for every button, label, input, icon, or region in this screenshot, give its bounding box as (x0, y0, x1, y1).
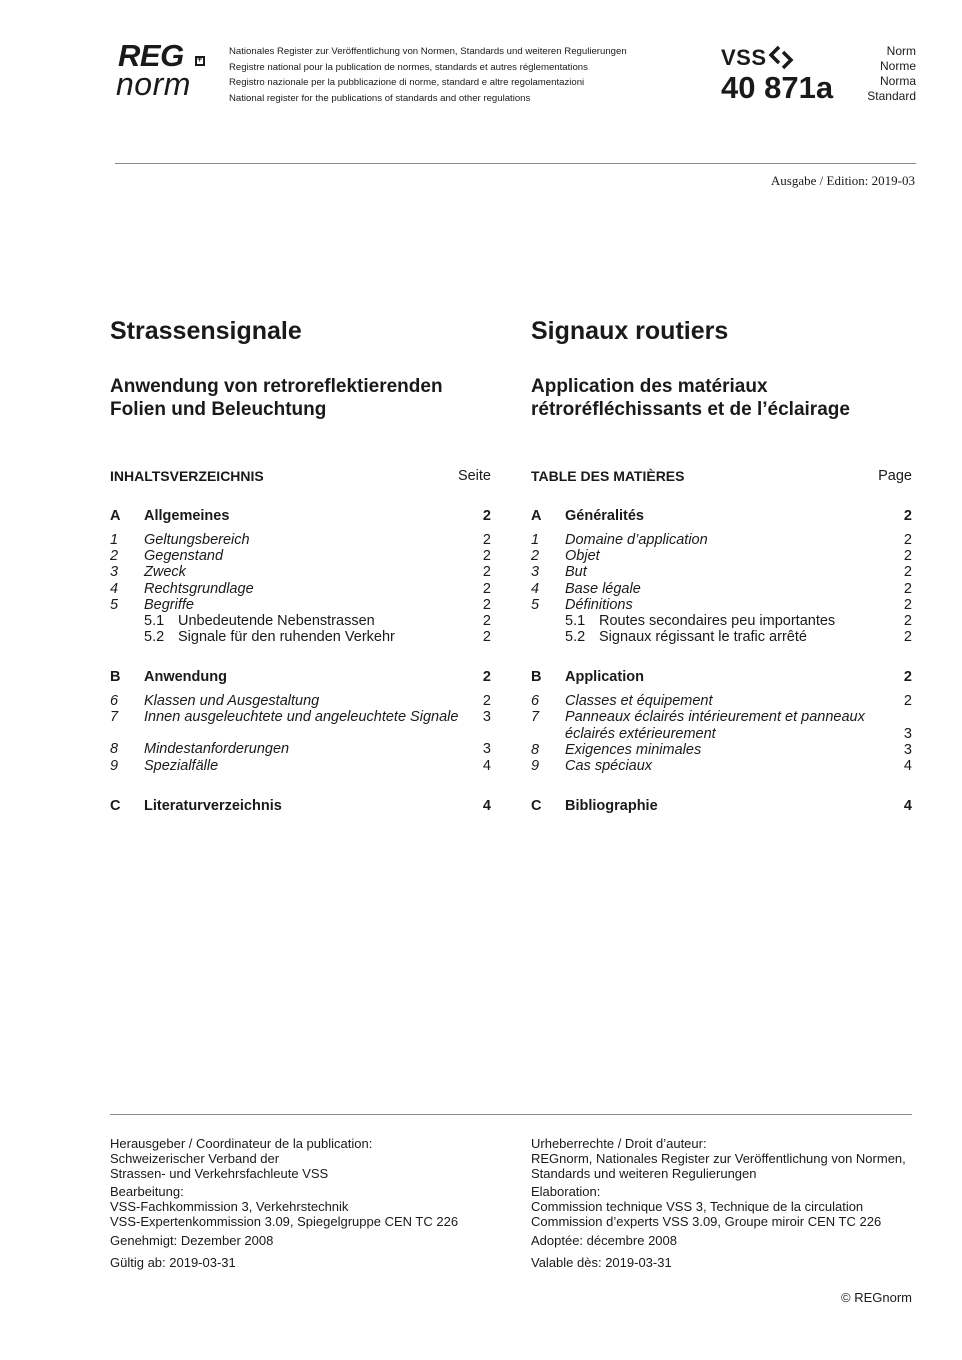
toc-entry-number: 2 (110, 548, 119, 565)
toc-entry-title: Geltungsbereich (144, 532, 250, 548)
toc-entry-number: 5.2 (565, 629, 586, 646)
toc-entry-number: 3 (110, 564, 119, 581)
toc-entry-page: 2 (482, 564, 491, 581)
toc-entry-page: 2 (903, 629, 912, 646)
toc-entry-number: 1 (110, 532, 119, 548)
norm-label-en: Standard (867, 89, 916, 103)
toc-entry-row[interactable] (110, 581, 491, 598)
footer-line: Schweizerischer Verband der (110, 1150, 280, 1166)
toc-entry-page: 2 (903, 548, 912, 565)
footer-block (110, 1256, 236, 1271)
footer-line: Standards und weiteren Regulierungen (531, 1165, 757, 1181)
toc-entry-title: Begriffe (144, 596, 194, 613)
toc-entry-page: 4 (903, 798, 912, 814)
register-line-fr: Registre national pour la publication de normes, standards et autres réglementations (229, 61, 588, 73)
toc-heading-fr (531, 468, 912, 486)
footer-line: Commission technique VSS 3, Technique de la circulation (531, 1198, 864, 1214)
norm-type-labels (867, 44, 916, 104)
toc-entry-number: 5.1 (565, 613, 586, 629)
toc-entry-page: 2 (482, 508, 491, 524)
norm-label-it: Norma (879, 74, 916, 88)
toc-entry-page: 2 (482, 629, 491, 646)
footer-block (531, 1185, 881, 1229)
toc-entry-page: 2 (903, 564, 912, 581)
toc-entry-title: Literaturverzeichnis (144, 797, 282, 814)
toc-page-label: Page (878, 468, 912, 484)
copyright-notice: © REGnorm (841, 1290, 912, 1305)
toc-entry-page: 2 (482, 693, 491, 710)
subtitle-fr (531, 375, 850, 421)
toc-entry-page: 2 (903, 596, 912, 613)
toc-heading-label: TABLE DES MATIÈRES (531, 468, 685, 484)
toc-entry-number: 5.2 (144, 629, 165, 646)
footer-block (110, 1137, 372, 1181)
toc-entry-page: 2 (903, 693, 912, 710)
toc-entry-number: 8 (531, 741, 540, 758)
toc-entry-number: 9 (110, 757, 119, 774)
toc-page-label: Seite (457, 468, 491, 484)
toc-entry-page: 4 (482, 797, 491, 814)
toc-entry-title: éclairés extérieurement (565, 725, 716, 742)
footer-line: Valable dès: 2019-03-31 (531, 1255, 672, 1270)
toc-entry-page: 3 (482, 709, 491, 726)
footer-line: Genehmigt: Dezember 2008 (110, 1233, 274, 1248)
toc-entry-title: Allgemeines (144, 508, 230, 524)
footer-line: Herausgeber / Coordinateur de la publication: (110, 1136, 373, 1151)
header-divider (115, 163, 916, 164)
footer-divider (110, 1114, 912, 1115)
toc-entry-row[interactable] (531, 581, 912, 598)
toc-entry-number: 8 (110, 741, 119, 758)
toc-entry-number: A (110, 508, 121, 524)
vss-chevron-logo-icon (767, 44, 797, 70)
subtitle-de-line: Anwendung von retroreflektierenden (110, 376, 443, 397)
toc-entry-row[interactable] (110, 629, 491, 646)
toc-entry-number: B (531, 669, 542, 686)
toc-entry-title: Spezialfälle (144, 757, 219, 774)
toc-entry-row[interactable] (531, 548, 912, 565)
toc-entry-row[interactable] (110, 741, 491, 758)
toc-entry-title: Innen ausgeleuchtete und angeleuchtete Signale (144, 709, 459, 726)
toc-entry-page: 2 (903, 508, 912, 524)
toc-heading-label: INHALTSVERZEICHNIS (110, 468, 264, 484)
toc-entry-title: Classes et équipement (565, 693, 713, 710)
standard-number: 40 871a (721, 70, 834, 105)
footer-line: Gültig ab: 2019-03-31 (110, 1255, 236, 1270)
toc-entry-title: Généralités (565, 508, 644, 524)
toc-entry-title: Panneaux éclairés intérieurement et panneaux (565, 709, 865, 726)
toc-entry-row[interactable] (110, 758, 491, 775)
title-fr: Signaux routiers (531, 317, 729, 345)
toc-entry-title: Bibliographie (565, 798, 658, 814)
toc-entry-page: 2 (482, 532, 491, 548)
toc-entry-row[interactable] (531, 532, 912, 549)
toc-section-row[interactable] (110, 669, 491, 686)
footer-line: VSS-Fachkommission 3, Verkehrstechnik (110, 1198, 349, 1214)
toc-entry-page: 3 (903, 741, 912, 758)
toc-entry-number: 5 (110, 596, 119, 613)
footer-line: Bearbeitung: (110, 1184, 184, 1199)
toc-entry-number: C (110, 797, 121, 814)
toc-entry-page: 2 (903, 580, 912, 597)
toc-entry-number: 3 (531, 564, 540, 581)
toc-entry-title: Exigences minimales (565, 741, 702, 758)
footer-line: REGnorm, Nationales Register zur Veröffentlichung von Normen, (531, 1150, 906, 1166)
toc-entry-row[interactable] (531, 693, 912, 710)
toc-entry-title: Signale für den ruhenden Verkehr (178, 629, 395, 646)
toc-entry-row[interactable] (531, 597, 912, 614)
toc-entry-row[interactable] (531, 742, 912, 759)
regnorm-logo-norm: norm (116, 66, 191, 102)
toc-entry-page: 2 (482, 580, 491, 597)
toc-entry-number: A (531, 508, 542, 524)
edition-date: Ausgabe / Edition: 2019-03 (770, 173, 915, 188)
toc-section-row[interactable] (110, 798, 491, 815)
register-description (229, 44, 627, 106)
toc-entry-title: Base légale (565, 580, 641, 597)
title-de: Strassensignale (110, 317, 302, 345)
register-line-de: Nationales Register zur Veröffentlichung von Normen, Standards und weiteren Regulierungen (229, 46, 627, 57)
toc-entry-number: 2 (531, 548, 540, 565)
toc-entry-page: 2 (482, 596, 491, 613)
toc-entry-title: But (565, 564, 587, 581)
vss-logo-text: VSS (721, 45, 767, 70)
toc-entry-row[interactable] (531, 564, 912, 581)
toc-entry-number: 7 (110, 709, 119, 726)
toc-entry-page: 2 (482, 548, 491, 565)
toc-section-row[interactable] (531, 508, 912, 525)
footer-block (531, 1137, 906, 1181)
toc-entry-title: Objet (565, 548, 600, 565)
toc-entry-number: 7 (531, 709, 540, 726)
toc-heading-de (110, 468, 491, 486)
footer-block (531, 1234, 677, 1249)
toc-entry-number: 4 (531, 580, 540, 597)
subtitle-fr-line: Application des matériaux (531, 376, 768, 397)
footer-block (110, 1185, 458, 1229)
toc-entry-number: 6 (110, 693, 119, 710)
toc-entry-page: 2 (903, 669, 912, 686)
toc-entry-row[interactable] (110, 597, 491, 614)
subtitle-de-line: Folien und Beleuchtung (110, 399, 327, 420)
subtitle-fr-line: rétroréfléchissants et de l’éclairage (531, 399, 850, 420)
toc-entry-number: C (531, 798, 542, 814)
toc-entry-number: B (110, 669, 121, 686)
toc-entry-row[interactable] (531, 726, 912, 743)
norm-label-de: Norm (886, 44, 916, 58)
footer-line: Strassen- und Verkehrsfachleute VSS (110, 1165, 329, 1181)
toc-entry-row[interactable] (531, 629, 912, 646)
subtitle-de (110, 375, 443, 421)
toc-entry-row[interactable] (110, 564, 491, 581)
toc-entry-title: Signaux régissant le trafic arrêté (599, 629, 807, 646)
toc-entry-page: 2 (903, 532, 912, 548)
toc-section-row[interactable] (110, 508, 491, 525)
footer-line: Commission d’experts VSS 3.09, Groupe miroir CEN TC 226 (531, 1213, 882, 1229)
toc-section-row[interactable] (531, 798, 912, 815)
swiss-cross-icon (195, 56, 205, 66)
toc-entry-title: Mindestanforderungen (144, 741, 290, 758)
toc-entry-page: 3 (903, 725, 912, 742)
toc-entry-row[interactable] (531, 758, 912, 775)
toc-entry-title: Domaine d’application (565, 532, 708, 548)
toc-entry-title: Routes secondaires peu importantes (599, 613, 836, 629)
footer-line: Adoptée: décembre 2008 (531, 1233, 677, 1248)
toc-entry-page: 4 (482, 757, 491, 774)
footer-block (531, 1256, 672, 1271)
toc-entry-page: 2 (903, 613, 912, 629)
toc-entry-row[interactable] (110, 709, 491, 726)
toc-entry-row[interactable] (110, 548, 491, 565)
regnorm-logo-reg: REG (118, 38, 184, 73)
toc-entry-title: Unbedeutende Nebenstrassen (178, 613, 375, 629)
footer-line: Elaboration: (531, 1184, 601, 1199)
footer-block (110, 1234, 273, 1249)
footer-line: VSS-Expertenkommission 3.09, Spiegelgruppe CEN TC 226 (110, 1213, 459, 1229)
toc-entry-number: 1 (531, 532, 540, 548)
toc-entry-title: Application (565, 669, 644, 686)
toc-entry-title: Rechtsgrundlage (144, 580, 254, 597)
toc-entry-number: 4 (110, 580, 119, 597)
toc-entry-title: Définitions (565, 596, 633, 613)
toc-entry-title: Zweck (144, 564, 186, 581)
toc-entry-row[interactable] (531, 613, 912, 630)
toc-entry-number: 5.1 (144, 613, 165, 629)
register-line-en: National register for the publications of standards and other regulations (229, 92, 531, 104)
toc-entry-row[interactable] (110, 532, 491, 549)
toc-section-row[interactable] (531, 669, 912, 686)
footer-line: Urheberrechte / Droit d’auteur: (531, 1136, 707, 1151)
toc-entry-row[interactable] (110, 613, 491, 630)
toc-entry-row[interactable] (110, 693, 491, 710)
toc-entry-number: 5 (531, 596, 540, 613)
toc-entry-title: Anwendung (144, 669, 227, 686)
toc-entry-row[interactable] (531, 709, 912, 726)
toc-entry-page: 4 (903, 758, 912, 774)
toc-entry-number: 9 (531, 758, 540, 774)
toc-entry-title: Klassen und Ausgestaltung (144, 693, 320, 710)
norm-label-fr: Norme (879, 59, 916, 73)
register-line-it: Registro nazionale per la pubblicazione di norme, standard e altre regolamentazioni (229, 77, 585, 88)
toc-entry-page: 2 (482, 669, 491, 686)
toc-entry-page: 3 (482, 741, 491, 758)
toc-entry-title: Cas spéciaux (565, 758, 653, 774)
toc-entry-title: Gegenstand (144, 548, 224, 565)
toc-entry-number: 6 (531, 693, 540, 710)
toc-entry-page: 2 (482, 613, 491, 629)
